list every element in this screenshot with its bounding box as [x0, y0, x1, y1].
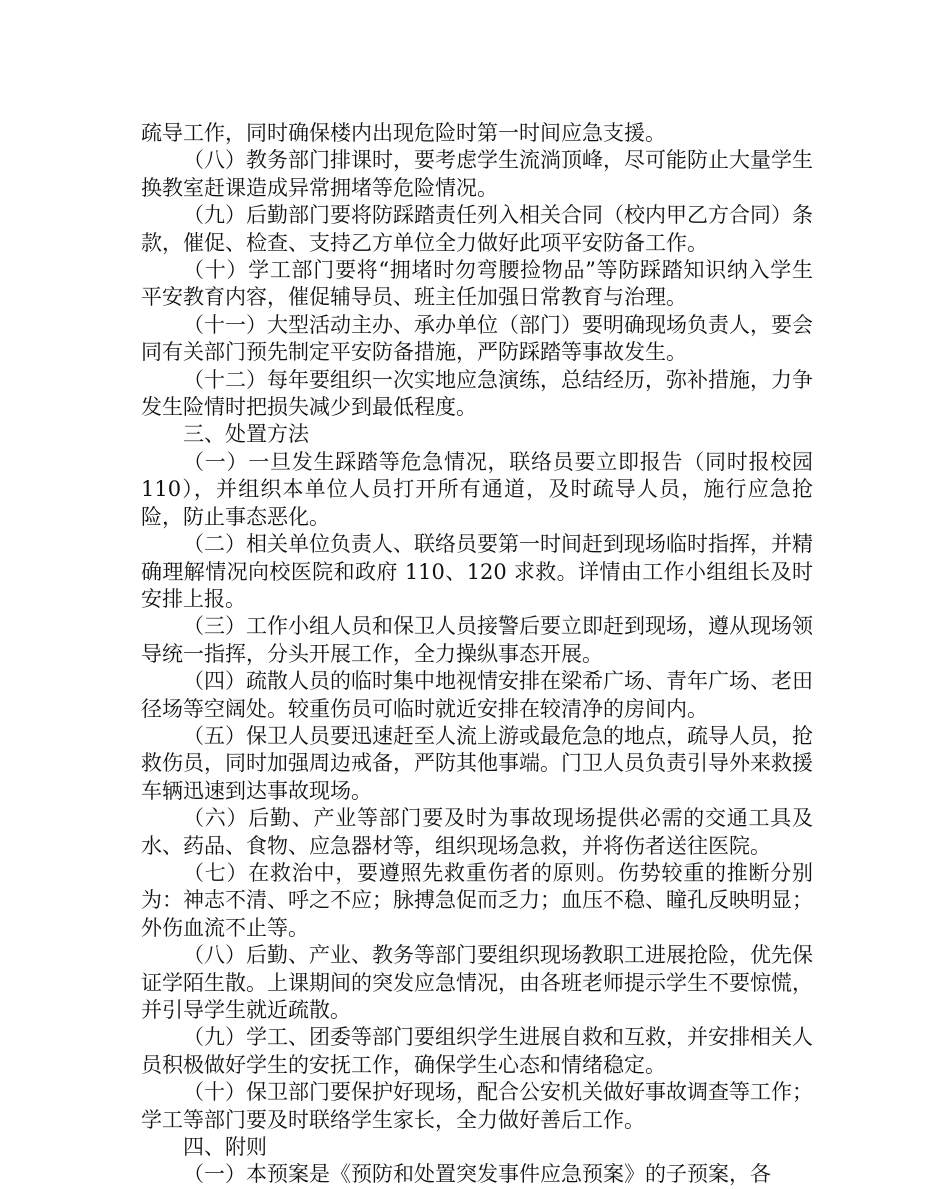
paragraph-disposal-1: （一）一旦发生踩踏等危急情况，联络员要立即报告（同时报校园110），并组织本单位人员打开所有通道，及时疏导人员，施行应急抢险，防止事态恶化。 — [141, 449, 813, 529]
paragraph-disposal-5: （五）保卫人员要迅速赶至人流上游或最危急的地点，疏导人员，抢救伤员，同时加强周边戒备，严防其他事端。门卫人员负责引导外来救援车辆迅速到达事故现场。 — [141, 723, 813, 803]
paragraph-item-12-drill: （十二）每年要组织一次实地应急演练，总结经历，弥补措施，力争发生险情时把损失减少到最低程度。 — [141, 367, 813, 420]
paragraph-disposal-9: （九）学工、团委等部门要组织学生进展自救和互救，并安排相关人员积极做好学生的安抚工作，确保学生心态和情绪稳定。 — [141, 1025, 813, 1077]
paragraph-item-8-scheduling: （八）教务部门排课时，要考虑学生流淌顶峰，尽可能防止大量学生换教室赶课造成异常拥堵等危险情况。 — [141, 148, 813, 200]
paragraph-disposal-3: （三）工作小组人员和保卫人员接警后要立即赶到现场，遵从现场领导统一指挥，分头开展工作，全力操纵事态开展。 — [141, 614, 813, 666]
paragraph-disposal-8: （八）后勤、产业、教务等部门要组织现场教职工进展抢险，优先保证学陌生散。上课期间的突发应急情况，由各班老师提示学生不要惊慌，并引导学生就近疏散。 — [141, 943, 813, 1022]
section-heading-appendix: 四、附则 — [183, 1135, 267, 1160]
paragraph-disposal-6: （六）后勤、产业等部门要及时为事故现场提供必需的交通工具及水、药品、食物、应急器材等，组织现场急救，并将伤者送往医院。 — [141, 806, 813, 858]
paragraph-item-9-logistics: （九）后勤部门要将防踩踏责任列入相关合同（校内甲乙方合同）条款，催促、检查、支持乙方单位全力做好此项平安防备工作。 — [141, 203, 813, 255]
paragraph-item-11-events: （十一）大型活动主办、承办单位（部门）要明确现场负责人，要会同有关部门预先制定平安防备措施，严防踩踏等事故发生。 — [141, 312, 813, 365]
paragraph-continuation: 疏导工作，同时确保楼内出现危险时第一时间应急支援。 — [141, 121, 666, 145]
document-body — [141, 120, 813, 1189]
paragraph-disposal-7: （七）在救治中，要遵照先救重伤者的原则。伤势较重的推断分别为：神志不清、呼之不应；脉搏急促而乏力；血压不稳、瞳孔反映明显；外伤血流不止等。 — [141, 860, 813, 940]
paragraph-item-10-student-affairs: （十）学工部门要将“拥堵时勿弯腰捡物品”等防踩踏知识纳入学生平安教育内容，催促辅导员、班主任加强日常教育与治理。 — [141, 258, 813, 310]
paragraph-appendix-1: （一）本预案是《预防和处置突发事件应急预案》的子预案，各 — [183, 1162, 771, 1187]
paragraph-disposal-2: （二）相关单位负责人、联络员要第一时间赶到现场临时指挥，并精确理解情况向校医院和政府 110、120 求救。详情由工作小组组长及时安排上报。 — [141, 532, 813, 611]
section-heading-disposal: 三、处置方法 — [183, 422, 309, 447]
paragraph-disposal-10: （十）保卫部门要保护好现场，配合公安机关做好事故调查等工作；学工等部门要及时联络学生家长，全力做好善后工作。 — [141, 1080, 813, 1132]
paragraph-disposal-4: （四）疏散人员的临时集中地视情安排在梁希广场、青年广场、老田径场等空阔处。较重伤员可临时就近安排在较清净的房间内。 — [141, 669, 813, 721]
